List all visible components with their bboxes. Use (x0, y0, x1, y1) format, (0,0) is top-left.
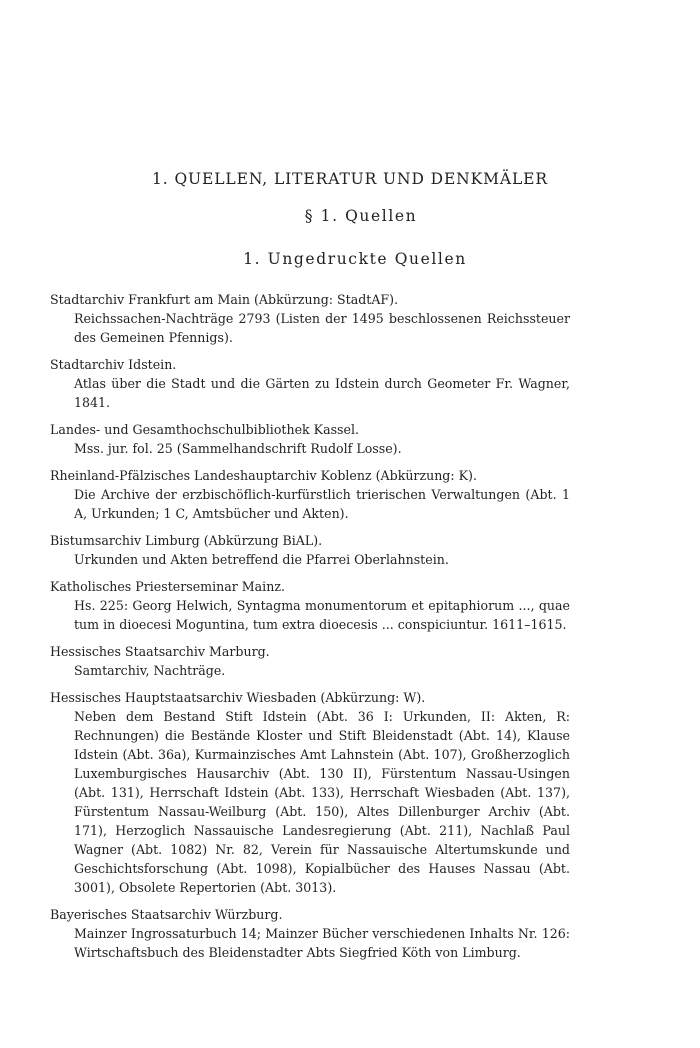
archive-holdings: Samtarchiv, Nachträge. (74, 663, 226, 678)
source-entry (50, 688, 570, 897)
archive-name: Rheinland-Pfälzisches Landeshauptarchiv Koblenz (Abkürzung: K). (50, 468, 477, 483)
source-list (50, 290, 570, 970)
archive-name: Bistumsarchiv Limburg (Abkürzung BiAL). (50, 533, 323, 548)
archive-name: Hessisches Staatsarchiv Marburg. (50, 644, 270, 659)
archive-name: Landes- und Gesamthochschulbibliothek Kassel. (50, 422, 359, 437)
archive-name: Katholisches Priesterseminar Mainz. (50, 579, 285, 594)
source-entry (50, 466, 570, 523)
section-title: § 1. Quellen (304, 207, 418, 225)
archive-holdings: Neben dem Bestand Stift Idstein (Abt. 36 I: Urkunden, II: Akten, R: Rechnungen) die Bestände Kloster und Stift Bleidenstadt (Abt. 14), Klause Idstein (Abt. 36a), Kurmainzisches Amt Lahnstein (Abt. 107), Großherzoglich Luxemburgisches Hausarchiv (Abt. 130 II), Fürstentum Nassau-Usingen (Abt. 131), Herrschaft Idstein (Abt. 133), Herrschaft Wiesbaden (Abt. 137), Fürstentum Nassau-Weilburg (Abt. 150), Altes Dillenburger Archiv (Abt. 171), Herzoglich Nassauische Landesregierung (Abt. 211), Nachlaß Paul Wagner (Abt. 1082) Nr. 82, Verein für Nassauische Altertumskunde und Geschichtsforschung (Abt. 1098), Kopialbücher des Hauses Nassau (Abt. 3001), Obsolete Repertorien (Abt. 3013). (74, 709, 570, 895)
archive-holdings: Die Archive der erzbischöflich-kurfürstlich trierischen Verwaltungen (Abt. 1 A, Urkunden; 1 C, Amtsbücher und Akten). (74, 487, 570, 521)
source-entry (50, 531, 570, 569)
archive-name: Stadtarchiv Idstein. (50, 357, 177, 372)
source-entry (50, 905, 570, 962)
source-entry (50, 642, 570, 680)
archive-holdings: Urkunden und Akten betreffend die Pfarrei Oberlahnstein. (74, 552, 449, 567)
source-entry (50, 290, 570, 347)
source-entry (50, 420, 570, 458)
archive-holdings: Mainzer Ingrossaturbuch 14; Mainzer Bücher verschiedenen Inhalts Nr. 126: Wirtschaftsbuch des Bleidenstadter Abts Siegfried Köth von Limburg. (74, 926, 570, 960)
archive-name: Bayerisches Staatsarchiv Würzburg. (50, 907, 283, 922)
source-entry (50, 577, 570, 634)
archive-holdings: Hs. 225: Georg Helwich, Syntagma monumentorum et epitaphiorum ..., quae tum in dioecesi Moguntina, tum extra dioecesis ... conspiciuntur. 1611–1615. (74, 598, 570, 632)
source-entry (50, 355, 570, 412)
archive-name: Hessisches Hauptstaatsarchiv Wiesbaden (Abkürzung: W). (50, 690, 426, 705)
subsection-title: 1. Ungedruckte Quellen (243, 250, 467, 268)
archive-name: Stadtarchiv Frankfurt am Main (Abkürzung: StadtAF). (50, 292, 399, 307)
archive-holdings: Reichssachen-Nachträge 2793 (Listen der 1495 beschlossenen Reichssteuer des Gemeinen Pfennigs). (74, 311, 570, 345)
archive-holdings: Atlas über die Stadt und die Gärten zu Idstein durch Geometer Fr. Wagner, 1841. (74, 376, 570, 410)
archive-holdings: Mss. jur. fol. 25 (Sammelhandschrift Rudolf Losse). (74, 441, 402, 456)
chapter-title: 1. QUELLEN, LITERATUR UND DENKMÄLER (152, 170, 548, 188)
